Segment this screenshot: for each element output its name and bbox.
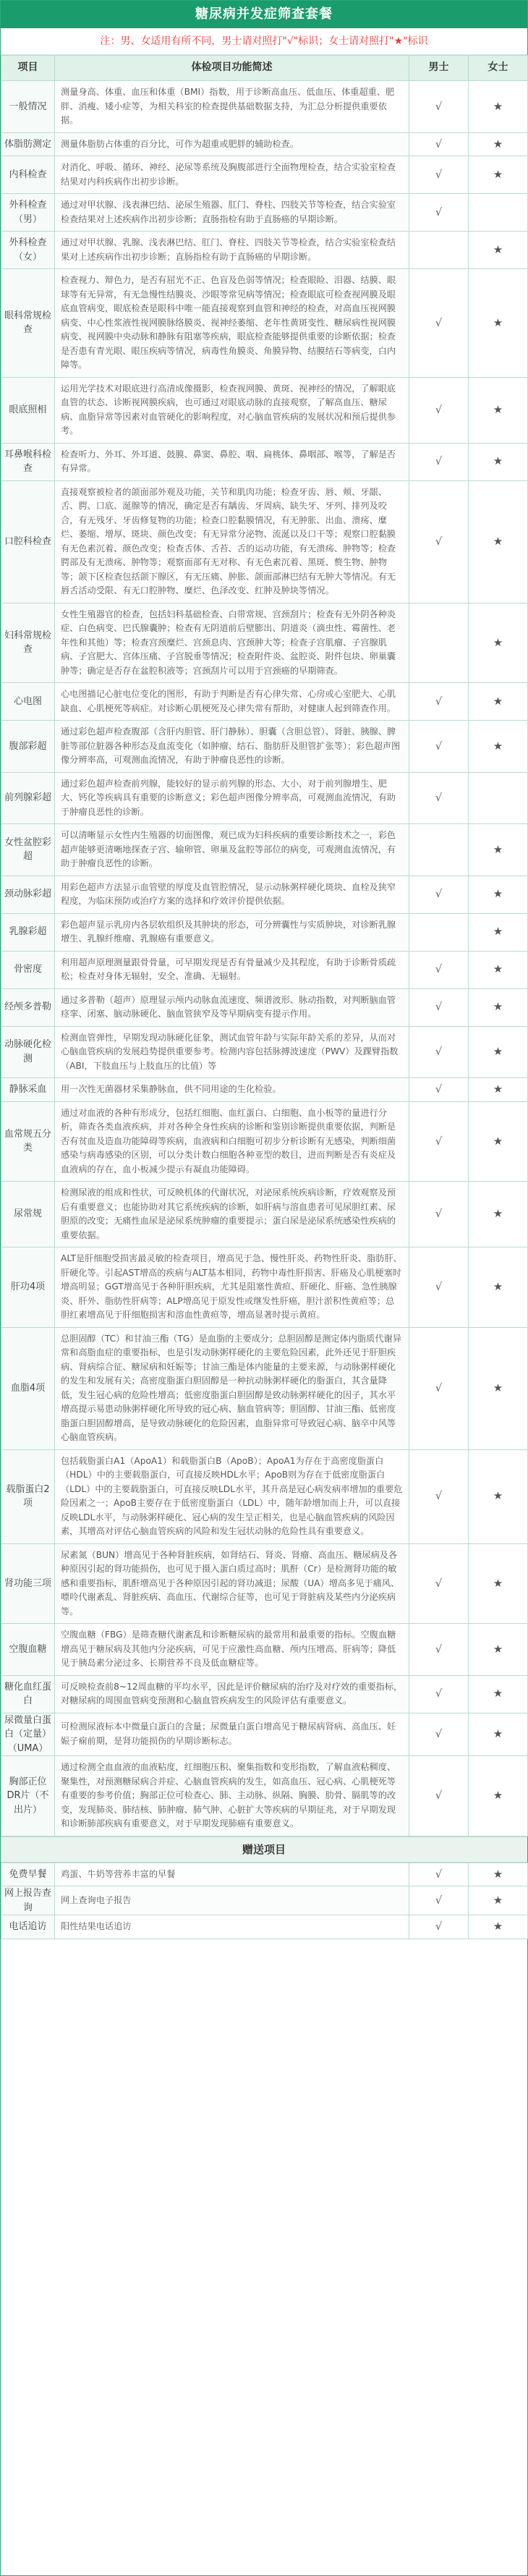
male-applicable-mark	[409, 232, 469, 269]
exam-item-description: 检测血管弹性，早期发现动脉硬化征象，测试血管年龄与实际年龄关系的差异，从而对心脑血管疾病的发展趋势提供重要参考。检测内容包括脉搏波速度（PWV）及踝臂指数（ABI，下肢血压与上肢血压的比值）等	[55, 1026, 409, 1078]
exam-item-name: 经颅多普勒	[1, 988, 55, 1026]
exam-item-name: 电话追访	[1, 1915, 55, 1939]
male-applicable-mark	[409, 824, 469, 876]
table-row	[1, 683, 528, 721]
exam-item-name: 腹部彩超	[1, 721, 55, 773]
male-applicable-mark: √	[409, 683, 469, 721]
female-applicable-mark: ★	[469, 81, 528, 133]
exam-item-description: 通过对甲状腺、乳腺、浅表淋巴结、肛门、脊柱、四肢关节等检查，结合实验室检查结果对上述疾病作出初步诊断；直肠指检有助于直肠癌的早期诊断。	[55, 232, 409, 269]
exam-item-name: 载脂蛋白2项	[1, 1449, 55, 1543]
table-row	[1, 1675, 528, 1713]
table-row	[1, 156, 528, 194]
exam-item-name: 骨密度	[1, 951, 55, 988]
exam-item-description: 利用超声原理测量跟骨骨量，可早期发现是否有骨量减少及其程度，有助于诊断骨质疏松；检查对身体无辐射，安全、准确、无辐射。	[55, 951, 409, 988]
gift-section-title: 赠送项目	[1, 1836, 527, 1863]
female-applicable-mark: ★	[469, 269, 528, 378]
exam-item-description: 通过彩色超声检查腹部（含肝内胆管、肝门静脉）、胆囊（含胆总管）、肾脏、胰腺、脾脏等部位脏器各种形态及血流变化（如肿瘤、结石、脂肪肝及胆管扩张等）；彩色超声图像分辨率高，可观测血流情况，有助于肿瘤良恶性的诊断。	[55, 721, 409, 773]
table-row	[1, 824, 528, 876]
gift-table	[1, 1863, 528, 1939]
female-applicable-mark	[469, 194, 528, 232]
exam-item-name: 免费早餐	[1, 1863, 55, 1886]
male-applicable-mark: √	[409, 377, 469, 443]
female-applicable-mark: ★	[469, 1327, 528, 1449]
male-applicable-mark: √	[409, 1756, 469, 1836]
male-applicable-mark: √	[409, 1247, 469, 1328]
exam-item-name: 外科检查（女）	[1, 232, 55, 269]
male-applicable-mark: √	[409, 1624, 469, 1676]
exam-item-description: 空腹血糖（FBG）是筛查糖代谢紊乱和诊断糖尿病的最常用和最重要的指标。空腹血糖增高见于糖尿病及其他内分泌疾病，可见于应激性高血糖、颅内压增高、肝病等；降低见于胰岛素分泌过多、长期营养不良及低血糖症等。	[55, 1624, 409, 1676]
male-applicable-mark: √	[409, 480, 469, 603]
female-applicable-mark: ★	[469, 1449, 528, 1543]
table-row	[1, 132, 528, 156]
male-applicable-mark: √	[409, 194, 469, 232]
exam-item-name: 口腔科检查	[1, 480, 55, 603]
exam-item-name: 眼科常规检查	[1, 269, 55, 378]
female-applicable-mark: ★	[469, 480, 528, 603]
table-row	[1, 876, 528, 913]
header-item: 项目	[1, 56, 55, 81]
exam-item-description: 可检测尿液标本中微量白蛋白的含量；尿微量白蛋白增高见于糖尿病肾病、高血压、妊娠子痫前期，是肾功能损伤的早期诊断标志。	[55, 1713, 409, 1756]
female-applicable-mark: ★	[469, 603, 528, 683]
exam-item-name: 体脂肪测定	[1, 132, 55, 156]
exam-item-name: 血常规五分类	[1, 1101, 55, 1182]
exam-item-description: 彩色超声显示乳房内各层软组织及其肿块的形态，可分辨囊性与实质肿块，对诊断乳腺增生、乳腺纤维瘤、乳腺癌有重要意义。	[55, 913, 409, 951]
exam-item-name: 糖化血红蛋白	[1, 1675, 55, 1713]
female-applicable-mark: ★	[469, 132, 528, 156]
female-applicable-mark: ★	[469, 824, 528, 876]
female-applicable-mark: ★	[469, 1675, 528, 1713]
exam-item-description: 鸡蛋、牛奶等营养丰富的早餐	[55, 1863, 409, 1886]
female-applicable-mark: ★	[469, 951, 528, 988]
exam-item-description: 可以清晰显示女性内生殖器的切面图像，观已成为妇科疾病的重要诊断技术之一，彩色超声能够更清晰地探查子宫、输卵管、卵巢及盆腔等部位的病变，可观测血流情况，有助于肿瘤良恶性的诊断。	[55, 824, 409, 876]
female-applicable-mark: ★	[469, 443, 528, 480]
male-applicable-mark: √	[409, 1915, 469, 1939]
table-row	[1, 1327, 528, 1449]
male-applicable-mark: √	[409, 1101, 469, 1182]
female-applicable-mark: ★	[469, 1886, 528, 1915]
exam-item-name: 乳腺彩超	[1, 913, 55, 951]
female-applicable-mark: ★	[469, 377, 528, 443]
female-applicable-mark: ★	[469, 1247, 528, 1328]
exam-item-description: 可反映检查前8~12周血糖的平均水平，因此是评价糖尿病的治疗及对疗效的重要指标，对糖尿病的周围血管病变预测和心脑血管疾病发生的风险评估有重要意义。	[55, 1675, 409, 1713]
page-title: 糖尿病并发症筛查套餐	[1, 1, 527, 28]
table-row	[1, 1182, 528, 1247]
exam-item-name: 动脉硬化检测	[1, 1026, 55, 1078]
table-row	[1, 443, 528, 480]
table-row	[1, 194, 528, 232]
exam-item-description: 通过多普勒（超声）原理显示颅内动脉血流速度、频谱波形、脉动指数，对判断脑血管痉挛、闭塞、脑动脉硬化、脑血管狭窄及等早期病变有提示作用。	[55, 988, 409, 1026]
exam-item-description: 女性生殖器官的检查，包括妇科基础检查、白带常规、宫颈刮片；检查有无外阴各种炎症、白色病变、巴氏腺囊肿；检查有无阴道前后壁膨出、阴道炎（滴虫性、霉菌性、老年性和其他）等；检查宫颈糜烂、宫颈息肉、宫颈肿大等；检查子宫肌瘤、子宫腺肌病、子宫肥大、宫体压痛、子宫脱垂等情况；检查附件炎、盆腔炎、附件包块、卵巢囊肿等；确定是否存在盆腔积液等；宫颈刮片可以用于宫颈癌的早期筛查。	[55, 603, 409, 683]
male-applicable-mark	[409, 603, 469, 683]
exam-item-name: 肾功能三项	[1, 1543, 55, 1624]
female-applicable-mark: ★	[469, 1543, 528, 1624]
table-row	[1, 1756, 528, 1836]
exam-item-name: 尿常规	[1, 1182, 55, 1247]
exam-item-description: 通过检测全血血液的血液粘度，红细胞压积、聚集指数和变形指数，了解血液粘稠度、聚集性，对预测糖尿病合并症、心脑血管疾病的发生，如高血压、冠心病、心肌梗死等有重要的参考价值；胸部正位可检查心、肺、主动脉、纵隔、胸膜、肋骨、膈肌等的改变，发现肺炎、肺结核、肺肿瘤、肺气肿、心脏扩大等疾病的早期征兆，对于早期发现和诊断肺部疾病有重要意义，对于早期发现肺癌有重要意义。	[55, 1756, 409, 1836]
exam-item-name: 血脂4项	[1, 1327, 55, 1449]
exam-item-description: 用一次性无菌器材采集静脉血，供不同用途的生化检验。	[55, 1078, 409, 1102]
header-male: 男士	[409, 56, 469, 81]
exam-item-description: ALT是肝细胞受损害最灵敏的检查项目，增高见于急、慢性肝炎、药物性肝炎、脂肪肝、肝硬化等。引起AST增高的疾病与ALT基本相同，药物中毒性肝损害、肝癌及心肌梗塞时增高明显；GGT增高见于各种肝胆疾病，尤其是阻塞性黄疸、肝硬化、肝癌、急性胰腺炎、肝外、脂肪性肝病等；ALP增高见于原发性或继发性肝癌，胆汁淤积性黄疸等；总胆红素增高见于肝细胞损害和溶血性黄疸等，增高显著时提示黄疸。	[55, 1247, 409, 1328]
female-applicable-mark: ★	[469, 1624, 528, 1676]
male-applicable-mark: √	[409, 951, 469, 988]
female-applicable-mark: ★	[469, 156, 528, 194]
female-applicable-mark: ★	[469, 1101, 528, 1182]
header-female: 女士	[469, 56, 528, 81]
exam-item-description: 直接观察被检者的颌面部外观及功能，关节和肌肉功能；检查牙齿、唇、颊、牙龈、舌、腭、口底、涎腺等的情况，确定是否有龋齿、牙周病、缺失牙、牙列、排列及咬合，有无残牙、牙齿修复物的功能；检查口腔黏膜情况，有无肿胀、出血、溃疡、糜烂、萎缩、增厚、斑块、颜色改变；有无异常分泌物、流涎以及口干等；观察口腔黏膜有无色素沉着、颜色改变；检查舌体、舌苔、舌的运动功能，有无溃疡、肿物等；检查腭部及有无溃疡、肿物等；观察面部有无对称、有无色素沉着、黑斑、赘生物、肿物等；颌下区检查包括颌下腺区，有无压痛、肿胀、颌面部淋巴结有无肿大等情况。有无唇舌活动受限、有无口腔肿物、糜烂、色泽改变、红肿及肿块等情况。	[55, 480, 409, 603]
exam-item-description: 测量身高、体重、血压和体重（BMI）指数，用于诊断高血压、低血压、体重超重、肥胖、消瘦、矮小症等，为相关科室的检查提供基础数据支持，为汇总分析提供重要依据。	[55, 81, 409, 133]
table-row	[1, 988, 528, 1026]
exam-item-description: 检查听力、外耳、外耳道、鼓膜、鼻窦、鼻腔、咽、扁桃体、鼻咽部、喉等，了解是否有异常。	[55, 443, 409, 480]
table-row	[1, 1915, 528, 1939]
table-row	[1, 1713, 528, 1756]
male-applicable-mark	[409, 913, 469, 951]
table-row	[1, 1078, 528, 1102]
male-applicable-mark: √	[409, 269, 469, 378]
table-row	[1, 721, 528, 773]
male-applicable-mark: √	[409, 1543, 469, 1624]
exam-item-description: 检查视力、辩色力，是否有屈光不正、色盲及色弱等情况；检查眼睑、泪器、结膜、眼球等有无异常，有无急慢性结膜炎、沙眼等常见病等情况；检查眼底可检查视网膜及眼底血管病变，眼底检查是眼科中唯一能直接观察到血管和神经的检查，对高血压视网膜病变、中心性浆液性视网膜脉络膜炎、视神经萎缩、老年性黄斑变性、糖尿病性视网膜病变、视网膜中央动脉和静脉有阻塞等疾病，眼底检查能够提供重要的诊断依据；检查是否患有青光眼、眼压疾病等情况，病毒性角膜炎、角膜异物、结膜结石等病变，白内障等。	[55, 269, 409, 378]
table-row	[1, 1247, 528, 1328]
male-applicable-mark: √	[409, 721, 469, 773]
exam-item-description: 测量体脂肪占体重的百分比，可作为超重或肥胖的辅助检查。	[55, 132, 409, 156]
female-applicable-mark: ★	[469, 1182, 528, 1247]
exam-item-name: 颈动脉彩超	[1, 876, 55, 913]
female-applicable-mark: ★	[469, 1026, 528, 1078]
table-header-row	[1, 56, 528, 81]
exam-table	[1, 55, 528, 1836]
exam-item-description: 网上查询电子报告	[55, 1886, 409, 1915]
male-applicable-mark: √	[409, 1182, 469, 1247]
table-row	[1, 1624, 528, 1676]
female-applicable-mark: ★	[469, 1863, 528, 1886]
exam-item-name: 一般情况	[1, 81, 55, 133]
exam-item-name: 外科检查（男）	[1, 194, 55, 232]
exam-item-name: 眼底照相	[1, 377, 55, 443]
exam-item-name: 胸部正位DR片（不出片）	[1, 1756, 55, 1836]
male-applicable-mark: √	[409, 988, 469, 1026]
table-row	[1, 1886, 528, 1915]
exam-item-name: 网上报告查询	[1, 1886, 55, 1915]
exam-item-description: 包括载脂蛋白A1（ApoA1）和载脂蛋白B（ApoB）；ApoA1为存在于高密度脂蛋白（HDL）中的主要载脂蛋白，可直接反映HDL水平；ApoB则为存在于低密度脂蛋白（LDL）中的主要载脂蛋白，可直接反映LDL水平，其升高是冠心病发病率增加的重要危险因素之一；ApoB主要存在于低密度脂蛋白（LDL）中，随年龄增加而上升，可以直接反映LDL水平，与动脉粥样硬化、冠心病的发生呈正相关，也是心脑血管疾病的风险因素，其增高对评估心脑血管疾病的风险和发生冠状动脉的危险性具有重要意义。	[55, 1449, 409, 1543]
female-applicable-mark: ★	[469, 913, 528, 951]
header-desc: 体检项目功能简述	[55, 56, 409, 81]
female-applicable-mark: ★	[469, 1915, 528, 1939]
exam-item-name: 妇科常规检查	[1, 603, 55, 683]
exam-item-description: 通过对血液的各种有形成分，包括红细胞、血红蛋白、白细胞、血小板等的量进行分析，筛查各类血液疾病，并对各种全身性疾病的诊断和鉴别诊断提供重要依据，判断是否有贫血及造血功能障碍等疾病，血液病和白细胞可初步分析诊断有无感染，判断细菌感染与病毒感染的区别，可以分类计数白细胞各种亚型的数目，进而判断是否有炎症及血液病的存在，血小板减少提示有凝血功能障碍。	[55, 1101, 409, 1182]
exam-item-description: 总胆固醇（TC）和甘油三酯（TG）是血脂的主要成分；总胆固醇是测定体内脂质代谢异常和高脂血症的重要指标，也是引发动脉粥样硬化的主要危险因素，此外还见于肝胆疾病、肾病综合征、糖尿病和妊娠等；甘油三酯是体内能量的主要来源，与动脉粥样硬化的发生和发展有关；高密度脂蛋白胆固醇是一种抗动脉粥样硬化的脂蛋白，其含量降低，发生冠心病的危险性增高；低密度脂蛋白胆固醇是致动脉粥样硬化的因子，其水平增高提示易患动脉粥样硬化所导致的冠心病、脑血管病等；胆固醇、甘油三酯、低密度脂蛋白胆固醇增高，是导致动脉硬化的危险因素，血脂异常可导致冠心病、脑卒中风等心脑血管疾病。	[55, 1327, 409, 1449]
male-applicable-mark: √	[409, 443, 469, 480]
female-applicable-mark: ★	[469, 1078, 528, 1102]
male-applicable-mark: √	[409, 132, 469, 156]
exam-item-name: 空腹血糖	[1, 1624, 55, 1676]
gender-note: 注：男、女适用有所不同，男士请对照打"√"标识；女士请对照打"★"标识	[1, 28, 527, 55]
table-row	[1, 232, 528, 269]
exam-item-name: 心电图	[1, 683, 55, 721]
female-applicable-mark: ★	[469, 683, 528, 721]
table-row	[1, 81, 528, 133]
exam-item-name: 静脉采血	[1, 1078, 55, 1102]
male-applicable-mark: √	[409, 1449, 469, 1543]
exam-item-description: 用彩色超声方法显示血管壁的厚度及血管腔情况，显示动脉粥样硬化斑块、血栓及狭窄程度，为临床预防或治疗方案的选择和疗效评价提供依据。	[55, 876, 409, 913]
male-applicable-mark: √	[409, 156, 469, 194]
exam-item-description: 运用光学技术对眼底进行高清成像摄影，检查视网膜、黄斑、视神经的情况，了解眼底血管的状态、诊断视网膜疾病，也可通过对眼底动脉的直接观察，了解高血压、糖尿病、血脂异常等因素对血管硬化的影响程度，对心脑血管疾病的发展状况和预后提供参考。	[55, 377, 409, 443]
table-row	[1, 1449, 528, 1543]
table-row	[1, 269, 528, 378]
exam-item-name: 前列腺彩超	[1, 772, 55, 824]
male-applicable-mark: √	[409, 1675, 469, 1713]
male-applicable-mark: √	[409, 1327, 469, 1449]
exam-item-name: 肝功4项	[1, 1247, 55, 1328]
table-row	[1, 1863, 528, 1886]
table-row	[1, 913, 528, 951]
table-row	[1, 603, 528, 683]
male-applicable-mark: √	[409, 1863, 469, 1886]
table-row	[1, 1543, 528, 1624]
exam-item-name: 尿微量白蛋白（定量）（UMA）	[1, 1713, 55, 1756]
table-row	[1, 377, 528, 443]
male-applicable-mark: √	[409, 876, 469, 913]
exam-item-description: 检测尿液的组成和性状，可反映机体的代谢状况，对泌尿系统疾病诊断，疗效观察及预后有重要意义；也能协助对其它系统疾病的诊断，如肝病与溶血患者可见尿胆红素、尿胆原的改变；无痛性血尿是泌尿系统肿瘤的重要提示；蛋白尿是泌尿系统感染性疾病的重要依据。	[55, 1182, 409, 1247]
female-applicable-mark	[469, 772, 528, 824]
exam-item-description: 对消化、呼吸、循环、神经、泌尿等系统及胸腹部进行全面物理检查，结合实验室检查结果对内科疾病作出初步诊断。	[55, 156, 409, 194]
exam-item-description: 阳性结果电话追访	[55, 1915, 409, 1939]
table-row	[1, 772, 528, 824]
female-applicable-mark: ★	[469, 232, 528, 269]
exam-item-name: 女性盆腔彩超	[1, 824, 55, 876]
table-row	[1, 480, 528, 603]
exam-item-description: 心电图描记心脏电位变化的图形，有助于判断是否有心律失常、心房或心室肥大、心肌缺血、心肌梗死等病症。对诊断心肌梗死及心律失常有帮助，对健康人起到筛查作用。	[55, 683, 409, 721]
male-applicable-mark: √	[409, 1886, 469, 1915]
male-applicable-mark: √	[409, 772, 469, 824]
female-applicable-mark: ★	[469, 988, 528, 1026]
male-applicable-mark: √	[409, 1078, 469, 1102]
exam-item-description: 通过彩色超声检查前列腺，能较好的显示前列腺的形态、大小，对于前列腺增生、肥大、钙化等疾病具有重要的诊断意义；彩色超声图像分辨率高，可观测血流情况，有助于肿瘤良恶性的诊断。	[55, 772, 409, 824]
female-applicable-mark: ★	[469, 876, 528, 913]
table-row	[1, 1101, 528, 1182]
female-applicable-mark: ★	[469, 1756, 528, 1836]
exam-item-name: 耳鼻喉科检查	[1, 443, 55, 480]
male-applicable-mark: √	[409, 1026, 469, 1078]
table-row	[1, 1026, 528, 1078]
exam-item-name: 内科检查	[1, 156, 55, 194]
male-applicable-mark: √	[409, 1713, 469, 1756]
exam-item-description: 尿素氮（BUN）增高见于各种肾脏疾病，如肾结石、肾炎、肾瘤、高血压、糖尿病及各种原因引起的肾功能损伤，也可见于摄入蛋白质过高时；肌酐（Cr）是检测肾功能的敏感和重要指标，肌酐增高见于各种原因引起的肾功减退；尿酸（UA）增高多见于痛风、嘌呤代谢紊乱、肾脏疾病、高血压、代谢综合征等，也可见于肾脏病及某些内分泌疾病等。	[55, 1543, 409, 1624]
table-row	[1, 951, 528, 988]
female-applicable-mark: ★	[469, 721, 528, 773]
male-applicable-mark: √	[409, 81, 469, 133]
exam-item-description: 通过对甲状腺、浅表淋巴结、泌尿生殖器、肛门、脊柱、四肢关节等检查，结合实验室检查结果对上述疾病作出初步诊断；直肠指检有助于直肠癌的早期诊断。	[55, 194, 409, 232]
female-applicable-mark: ★	[469, 1713, 528, 1756]
